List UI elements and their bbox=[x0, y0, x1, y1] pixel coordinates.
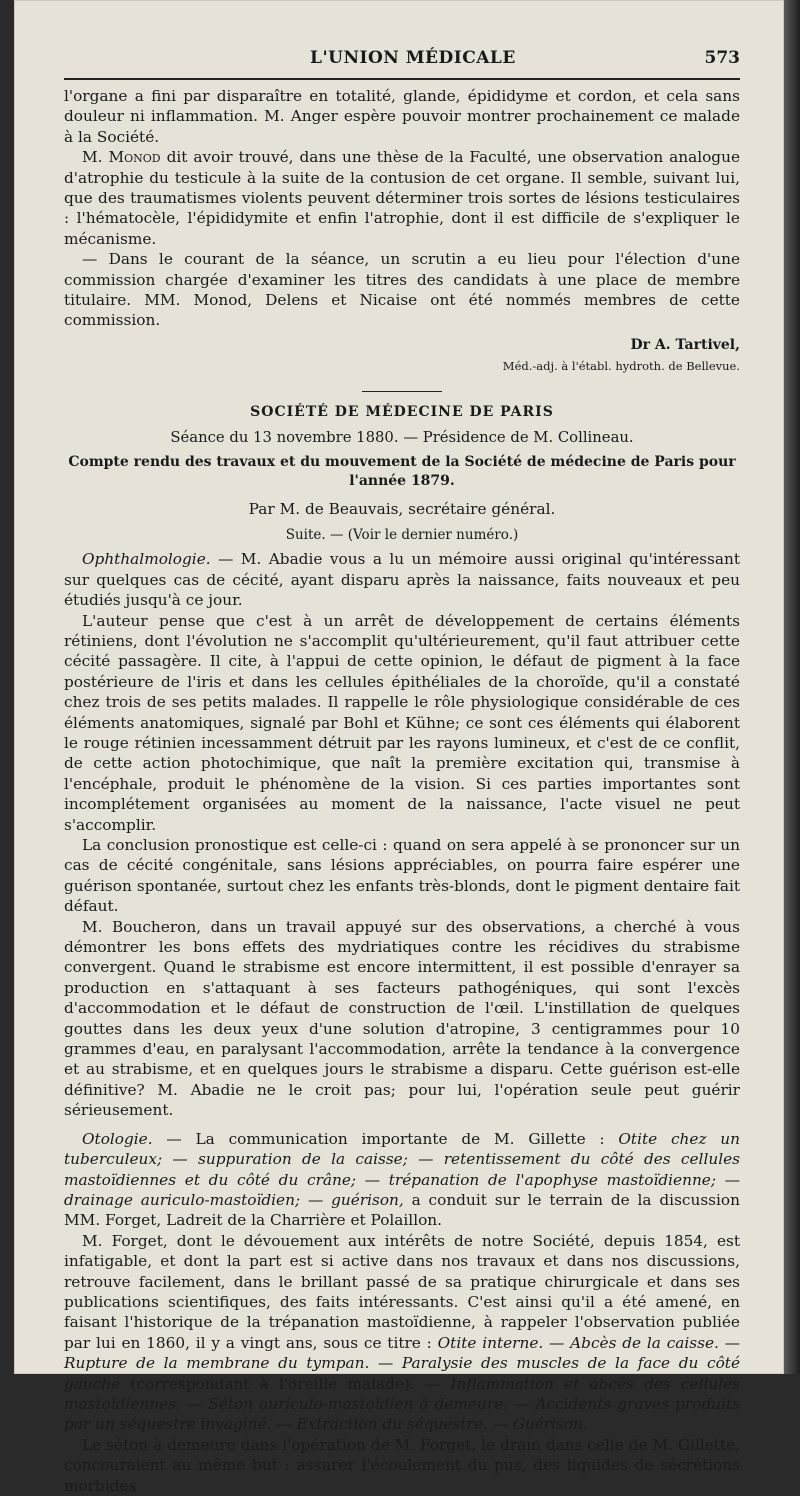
topic-lead: Ophthalmologie. bbox=[82, 550, 211, 569]
session-line: Séance du 13 novembre 1880. — Présidence de M. Collineau. bbox=[170, 429, 634, 447]
report-title: Compte rendu des travaux et du mouvement de la Société de médecine de Paris pour l'année 1879. bbox=[68, 453, 736, 489]
header-rule bbox=[64, 78, 740, 80]
paragraph-text: — M. Abadie vous a lu un mémoire aussi original qu'intéressant sur quelques cas de cécité, ayant disparu après la naissance, faits nouveaux et peu étudiés jusqu'à ce jour. bbox=[64, 550, 740, 610]
author-line: Par M. de Beauvais, secrétaire général. bbox=[248, 499, 556, 518]
spacer bbox=[64, 1121, 740, 1129]
scan-edge bbox=[784, 0, 800, 1374]
paragraph bbox=[64, 147, 740, 249]
running-head bbox=[64, 42, 740, 76]
topic-lead: Otologie. bbox=[82, 1129, 153, 1148]
paragraph bbox=[64, 1129, 740, 1231]
continuation-note: Suite. — (Voir le dernier numéro.) bbox=[285, 526, 519, 543]
paragraph-text: a conduit sur le terrain de la discussion MM. Forget, Ladreit de la Charrière et Polaillon. bbox=[64, 1190, 740, 1230]
paragraph: l'organe a fini par disparaître en totalité, glande, épididyme et cordon, et cela sans douleur ni inflammation. M. Anger espère pouvoir montrer prochainement ce malade à la Société. bbox=[64, 87, 740, 146]
paragraph-text: — La communication importante de M. Gillette : bbox=[152, 1129, 619, 1148]
title-italic: — Inflammation et abcès des cellules mastoïdiennes. — Séton auriculo-mastoïdien à demeure. — Accidents graves produits par un séquestre invaginé. — Extraction du séquestre. — Guérison. bbox=[64, 1374, 741, 1434]
section-divider bbox=[362, 391, 442, 392]
article-body bbox=[64, 86, 740, 1496]
paragraph-text: (correspondant à l'oreille malade). bbox=[120, 1374, 426, 1393]
paragraph: M. Boucheron, dans un travail appuyé sur des observations, a cherché à vous démontrer les bons effets des mydriatiques contre les récidives du strabisme convergent. Quand le strabisme est encore intermittent, il est possible d'enrayer sa production en s'attaquant à ses facteurs pathogéniques, qui sont l'excès d'accommodation et le défaut de construction de l'œil. L'instillation de quelques gouttes dans les deux yeux d'une solution d'atropine, 3 centigrammes pour 10 grammes d'eau, en paralysant l'accommodation, arrête la tendance à la convergence et au strabisme, et en quelques jours le strabisme a disparu. Cette guérison est-elle définitive? M. Abadie ne le croit pas; pour lui, l'opération seule peut guérir sérieusement. bbox=[64, 917, 740, 1120]
paragraph bbox=[64, 549, 740, 610]
section-title: SOCIÉTÉ DE MÉDECINE DE PARIS bbox=[250, 403, 554, 420]
paragraph bbox=[64, 1231, 740, 1435]
speaker-name: M. Monod bbox=[82, 148, 161, 167]
signature-affiliation: Méd.-adj. à l'établ. hydroth. de Bellevue. bbox=[502, 359, 740, 374]
paragraph: La conclusion pronostique est celle-ci : quand on sera appelé à se prononcer sur un cas de cécité congénitale, sans lésions appréciables, on pourra faire espérer une guérison spontanée, surtout chez les enfants très-blonds, dont le pigment dentaire fait défaut. bbox=[64, 836, 740, 916]
paragraph: Le séton à demeure dans l'opération de M. Forget, le drain dans celle de M. Gillette, concouraient au même but : assurer l'écoulement du pus, des liquides de sécrétions morbides bbox=[64, 1435, 740, 1495]
paragraph: L'auteur pense que c'est à un arrêt de développement de certains éléments rétiniens, dont l'évolution ne s'accomplit qu'ultérieurement, qu'il faut attribuer cette cécité passagère. Il cite, à l'appui de cette opinion, le défaut de pigment à la face postérieure de l'iris et dans les cellules épithéliales de la choroïde, qu'il a constaté chez trois de ses petits malades. Il rappelle le rôle physiologique considérable de ces éléments anatomiques, signalé par Bohl et Kühne; ce sont ces éléments qui élaborent le rouge rétinien incessamment détruit par les rayons lumineux, et c'est de ce conflit, de cette action photochimique, que naît la première excitation qui, transmise à l'encéphale, produit le phénomène de la vision. Si ces parties importantes sont incomplétement organisées au moment de la naissance, l'acte visuel ne peut s'accomplir. bbox=[64, 611, 740, 834]
paragraph: — Dans le courant de la séance, un scrutin a eu lieu pour l'élection d'une commission chargée d'examiner les titres des candidats à une place de membre titulaire. MM. Monod, Delens et Nicaise ont été nommés membres de cette commission. bbox=[64, 250, 740, 330]
page-number: 573 bbox=[704, 48, 740, 68]
paragraph-text: M. Forget, dont le dévouement aux intérêts de notre Société, depuis 1854, est infatigable, et dont la part est si active dans nos travaux et dans nos discussions, retrouve facilement, dans le brillant passé de sa pratique chirurgicale et dans ses publications scientifiques, des faits intéressants. C'est ainsi qu'il a été amené, en faisant l'historique de la trépanation mastoïdienne, à rappeler l'observation publiée par lui en 1860, il y a vingt ans, sous ce titre : bbox=[64, 1231, 740, 1352]
running-title: L'UNION MÉDICALE bbox=[310, 48, 516, 68]
signature-name: Dr A. Tartivel, bbox=[630, 336, 740, 353]
paragraph-text: dit avoir trouvé, dans une thèse de la Faculté, une observation analogue d'atrophie du testicule à la suite de la contusion de cet organe. Il semble, suivant lui, que des traumatismes violents peuvent déterminer trois sortes de lésions testiculaires : l'hématocèle, l'épididymite et enfin l'atrophie, dont il est difficile de s'expliquer le mécanisme. bbox=[64, 148, 741, 248]
title-italic: Otite chez un tuberculeux; — suppuration de la caisse; — retentissement du côté des cellules mastoïdiennes et du côté du crâne; — trépanation de l'apophyse mastoïdienne; — drainage auriculo-mastoïdien; — guérison, bbox=[64, 1129, 740, 1209]
title-italic: Otite interne. — Abcès de la caisse. — Rupture de la membrane du tympan. — Paralysie des muscles de la face du côté gauche bbox=[64, 1333, 740, 1393]
